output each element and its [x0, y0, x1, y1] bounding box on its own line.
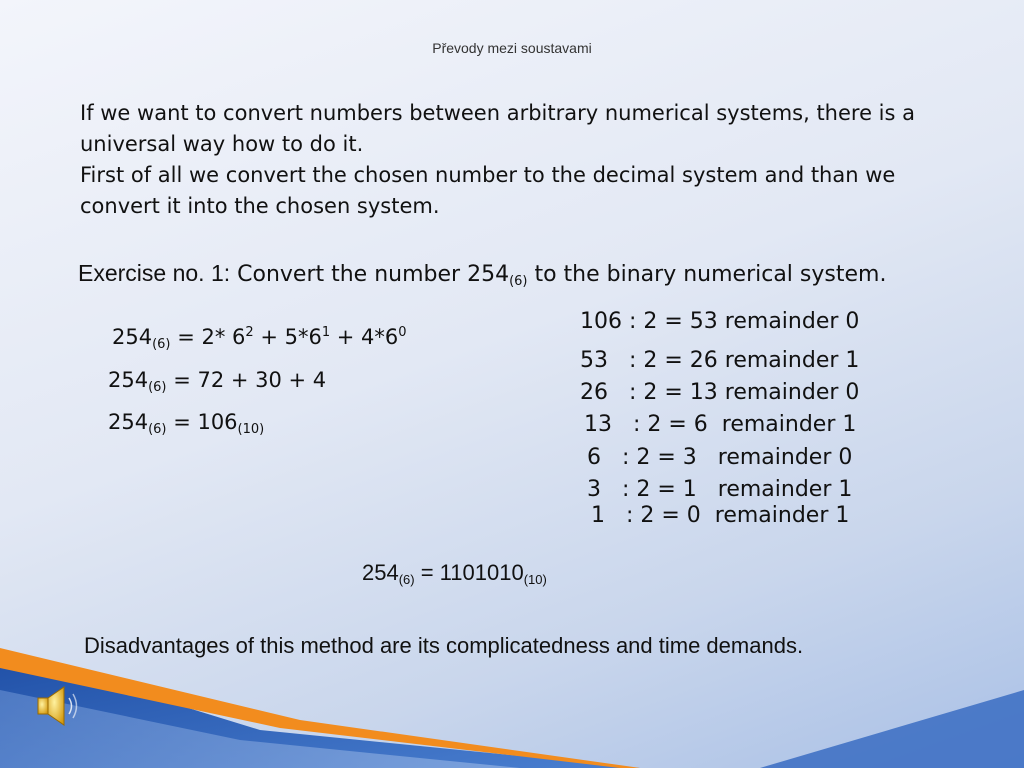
division-row-6: 3 : 2 = 1 remainder 1	[587, 477, 853, 502]
division-row-2: 53 : 2 = 26 remainder 1	[580, 348, 860, 373]
intro-paragraph-1: If we want to convert numbers between arbitrary numerical systems, there is a universal way how to do it.	[80, 101, 915, 156]
exercise-label: Exercise no. 1:	[78, 260, 231, 286]
division-row-1: 106 : 2 = 53 remainder 0	[580, 309, 860, 334]
speaker-icon[interactable]	[34, 684, 84, 728]
division-row-7: 1 : 2 = 0 remainder 1	[591, 503, 850, 528]
equation-3: $254_{(6)} = 106_{(10)}$	[108, 410, 265, 437]
intro-text	[80, 98, 960, 222]
equation-2: $254_{(6)} = 72 + 30 + 4$	[108, 368, 327, 395]
division-row-4: 13 : 2 = 6 remainder 1	[584, 412, 857, 437]
final-result: $254_{(6)} = 1101010_{(10)}$	[362, 560, 547, 587]
slide-title: Převody mezi soustavami	[432, 40, 592, 56]
disadvantages-text: Disadvantages of this method are its complicatedness and time demands.	[84, 633, 804, 658]
division-row-3: 26 : 2 = 13 remainder 0	[580, 380, 860, 405]
intro-paragraph-2: First of all we convert the chosen number to the decimal system and than we convert it into the chosen system.	[80, 163, 896, 218]
exercise-statement	[78, 258, 938, 297]
equation-1: $254_{(6)} = 2*$ $6^2 + 5*6^1 + 4*6^0$	[112, 325, 407, 352]
exercise-base: (6)	[509, 274, 528, 289]
exercise-text-after: to the binary numerical system.	[527, 262, 887, 287]
division-row-5: 6 : 2 = 3 remainder 0	[587, 445, 853, 470]
exercise-text: Convert the number 254	[230, 262, 510, 287]
